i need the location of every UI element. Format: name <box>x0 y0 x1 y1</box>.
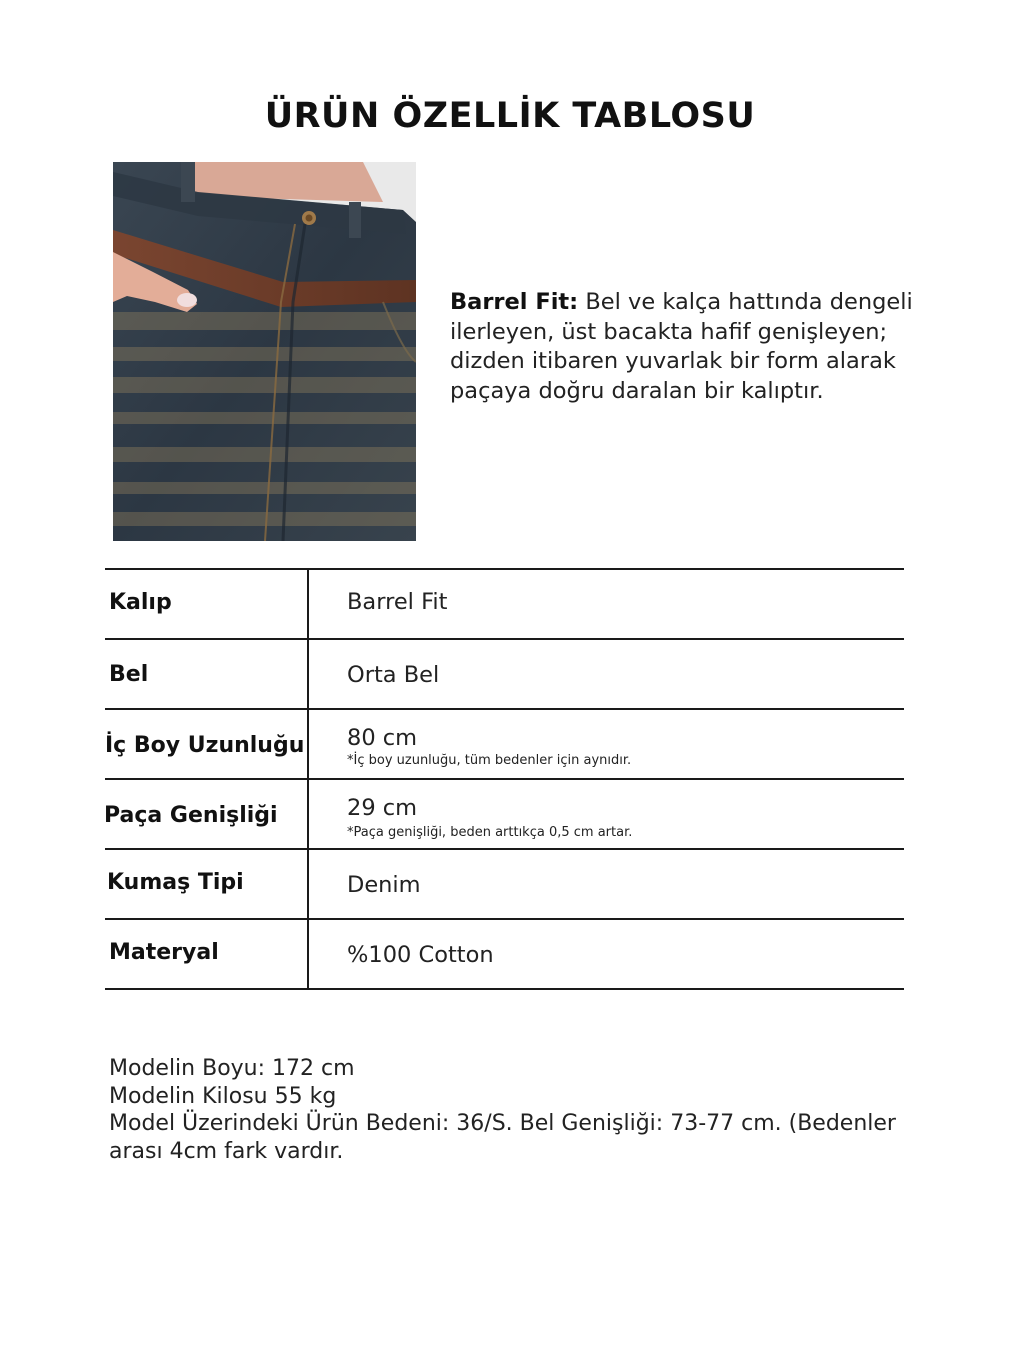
spec-note: *Paça genişliği, beden arttıkça 0,5 cm artar. <box>347 825 633 840</box>
spec-label: Paça Genişliği <box>104 803 278 828</box>
spec-value: 29 cm <box>347 795 418 821</box>
spec-row-bel <box>105 638 904 708</box>
spec-label: Bel <box>109 662 149 687</box>
product-photo <box>113 162 416 541</box>
spec-value: Orta Bel <box>347 662 440 688</box>
spec-label: Kumaş Tipi <box>107 870 244 895</box>
spec-row-materyal <box>105 918 904 988</box>
spec-row-kumas <box>105 848 904 918</box>
spec-label: Kalıp <box>109 590 172 615</box>
spec-label: İç Boy Uzunluğu <box>105 733 305 758</box>
spec-row-kalip <box>105 568 904 638</box>
spec-value: Denim <box>347 872 421 898</box>
model-size: Model Üzerindeki Ürün Bedeni: 36/S. Bel Genişliği: 73-77 cm. (Bedenler arası 4cm fark vardır. <box>109 1111 896 1164</box>
spec-value: 80 cm <box>347 725 418 751</box>
fit-description-label: Barrel Fit: <box>450 289 579 315</box>
fit-description-text: Bel ve kalça hattında dengeli ilerleyen, üst bacakta hafif genişleyen; dizden itibaren yuvarlak bir form alarak paçaya doğru daralan bir kalıptır. <box>450 289 913 404</box>
spec-table <box>105 568 904 990</box>
spec-value: Barrel Fit <box>347 589 448 615</box>
spec-row-paca <box>105 778 904 848</box>
spec-row-ic-boy <box>105 708 904 778</box>
spec-label: Materyal <box>109 940 219 965</box>
model-height: Modelin Boyu: 172 cm <box>109 1056 355 1081</box>
spec-note: *İç boy uzunluğu, tüm bedenler için aynıdır. <box>347 753 632 768</box>
page-title: ÜRÜN ÖZELLİK TABLOSU <box>264 96 756 136</box>
model-weight: Modelin Kilosu 55 kg <box>109 1083 337 1109</box>
fit-description <box>450 288 930 406</box>
table-rule <box>105 988 904 990</box>
model-info <box>109 1055 909 1165</box>
spec-value: %100 Cotton <box>347 942 494 968</box>
